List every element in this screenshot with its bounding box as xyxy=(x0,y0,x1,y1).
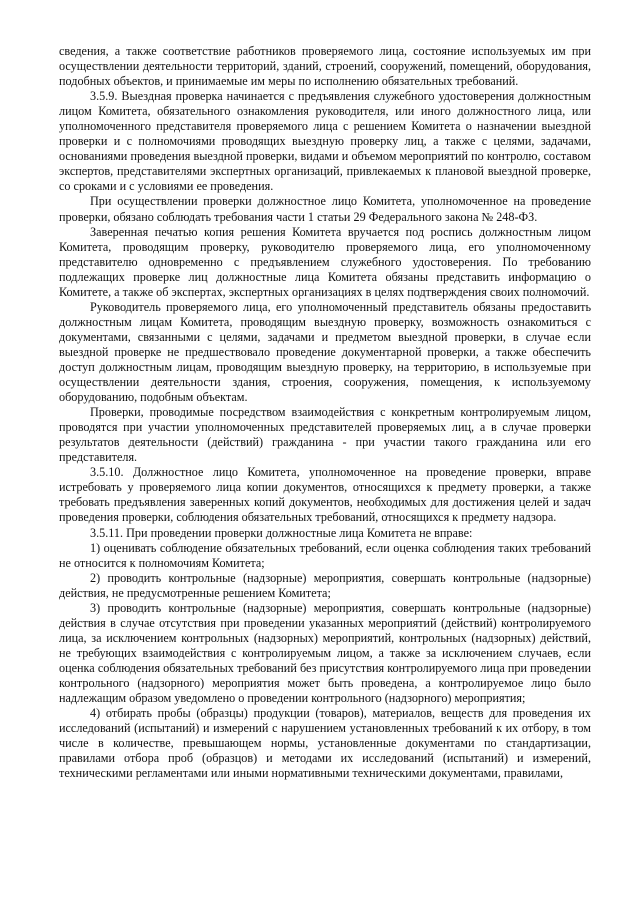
paragraph-3-5-9: 3.5.9. Выездная проверка начинается с предъявления служебного удостоверения должностным лицом Комитета, обязательного ознакомления руководителя, или иного должностного лица, или уполномоченного представителя проверяемого лица с решением Комитета о назначении выездной проверки и с полномочиями проводящих выездную проверку лиц, а также с целями, задачами, основаниями проведения выездной проверки, видами и объемом мероприятий по контролю, составом экспертов, представителями экспертных организаций, привлекаемых к плановой выездной проверке, со сроками и с условиями ее проведения. xyxy=(59,89,591,194)
list-item-2: 2) проводить контрольные (надзорные) мероприятия, совершать контрольные (надзорные) действия, не предусмотренные решением Комитета; xyxy=(59,570,591,600)
list-item-1: 1) оценивать соблюдение обязательных требований, если оценка соблюдения таких требований не относится к полномочиям Комитета; xyxy=(59,540,591,570)
paragraph-3-5-11: 3.5.11. При проведении проверки должностные лица Комитета не вправе: xyxy=(90,525,473,540)
paragraph-3-5-10: 3.5.10. Должностное лицо Комитета, уполномоченное на проведение проверки, вправе истребовать у проверяемого лица копии документов, относящихся к предмету проверки, а также требовать предъявления заверенных копий документов, необходимых для достижения целей и задач проведения проверки, соблюдения обязательных требований, относящихся к предмету надзора. xyxy=(59,465,591,525)
paragraph-access-obligation: Руководитель проверяемого лица, его уполномоченный представитель обязаны предоставить должностным лицам Комитета, проводящим выездную проверку, возможность ознакомиться с документами, связанными с целями, задачами и предметом выездной проверки, в случае если выездной проверке не предшествовало проведение документарной проверки, а также обеспечить доступ должностным лицам, проводящим выездную проверку, на территорию, в используемые при осуществлении деятельности здания, строения, сооружения, помещения, к используемому оборудованию, подобным объектам. xyxy=(59,299,591,405)
paragraph-continuation: сведения, а также соответствие работников проверяемого лица, состояние используемых им при осуществлении деятельности территорий, зданий, строений, сооружений, помещений, оборудования, подобных объектов, и принимаемые им меры по исполнению обязательных требований. xyxy=(59,44,591,89)
paragraph-representatives: Проверки, проводимые посредством взаимодействия с конкретным контролируемым лицом, проводятся при участии уполномоченных представителей проверяемых лиц, а в случае проверки результатов деятельности (действий) гражданина - при участии такого гражданина или его представителя. xyxy=(59,405,591,465)
paragraph-inspection-requirements: При осуществлении проверки должностное лицо Комитета, уполномоченное на проведение проверки, обязано соблюдать требования части 1 статьи 29 Федерального закона № 248-ФЗ. xyxy=(59,194,591,224)
paragraph-decision-copy: Заверенная печатью копия решения Комитета вручается под роспись должностным лицом Комитета, проводящим проверку, руководителю проверяемого лица, его уполномоченному представителю одновременно с предъявлением служебного удостоверения. По требованию подлежащих проверке лиц должностные лица Комитета обязаны представить информацию о Комитете, а также об экспертах, экспертных организациях в целях подтверждения своих полномочий. xyxy=(59,224,591,299)
list-item-4: 4) отбирать пробы (образцы) продукции (товаров), материалов, веществ для проведения их исследований (испытаний) и измерений с нарушением установленных требований к их отбору, в том числе в количестве, превышающем нормы, установленные документами по стандартизации, правилами отбора проб (образцов) и методами их исследований (испытаний) и измерений, техническими регламентами или иными нормативными техническими документами, правилами, xyxy=(59,706,591,781)
list-item-3: 3) проводить контрольные (надзорные) мероприятия, совершать контрольные (надзорные) действия в случае отсутствия при проведении указанных мероприятий (действий) контролируемого лица, за исключением контрольных (надзорных) мероприятий, контрольных (надзорных) действий, не требующих взаимодействия с контролируемым лицом, а также за исключением случаев, если оценка соблюдения обязательных требований без присутствия контролируемого лица при проведении контрольного (надзорного) мероприятия может быть проведена, а контролируемое лицо было надлежащим образом уведомлено о проведении контрольного (надзорного) мероприятия; xyxy=(59,600,591,706)
